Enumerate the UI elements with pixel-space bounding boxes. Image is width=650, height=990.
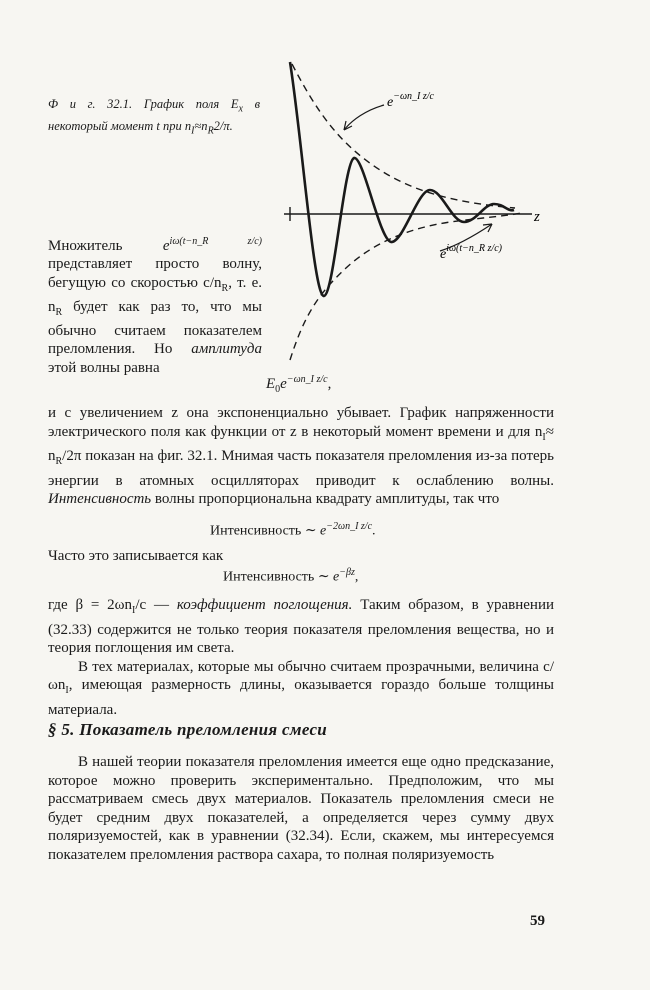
page-number: 59: [530, 913, 545, 929]
z-axis-label: z: [534, 209, 540, 225]
damped-wave-figure: [270, 58, 570, 368]
upper-envelope-curve: [292, 64, 515, 208]
wrap-paragraph: Множитель $e^{i\omega(t-n\_R z/c)}$ представляет просто волну, бегущую со скоростью $c/n_R$, т. е. $n_R$ будет как раз то, что мы обычно считаем показателем преломления. Но амплитуда этой волны равна: [48, 236, 262, 376]
paragraph-mixture: В нашей теории показателя преломления имеется еще одно предсказание, которое можно проверить экспериментально. Предположим, что мы рассматриваем смесь двух материалов. Показатель преломления смеси не будет средним двух показателей, а определяется через сумму двух поляризуемостей, как в уравнении (32.34). Если, скажем, мы интересуемся показателем преломления раствора сахара, то полная поляризуемость: [48, 754, 554, 863]
section-heading: § 5. Показатель преломления смеси: [48, 720, 328, 739]
line-often-written: Часто это записывается как: [48, 548, 224, 564]
wave-label: $e^{i\omega(t-n\_R z/c)}$: [440, 243, 502, 262]
intensity-formula-2: Интенсивность ∼ $e^{-\beta z}$,: [223, 567, 359, 585]
intensity-formula-1: Интенсивность ∼ $e^{-2\omega n\_I z/c}$.: [210, 521, 376, 539]
paragraph-field-graph: и с увеличением z она экспоненциально убывает. График напряженности электрического поля как функции от z в некоторый момент времени и для $n_I\approx n_R/2\pi$ показан на фиг. 32.1. Мнимая часть показателя преломления из-за потерь энергии в атомных осцилляторах приводит к ослаблению волны. Интенсивность волны пропорциональна квадрату амплитуды, так что: [48, 405, 554, 508]
paragraph-absorption: где $\beta = 2\omega n_I/c$ — коэффициент поглощения. Таким образом, в уравнении (32.33) содержится не только теория показателя преломления вещества, но и теория поглощения им света. В тех материалах, которые мы обычно считаем прозрачными, величина $c/\omega n_I$, имеющая размерность длины, оказывается гораздо больше толщины материала.: [48, 597, 555, 718]
envelope-label-arrow: [344, 105, 384, 130]
envelope-label: $e^{-\omega n\_I z/c}$: [387, 91, 434, 110]
lower-envelope-curve: [290, 213, 522, 360]
figure-caption: Ф и г. 32.1. График поля $E_x$ в некоторый момент t при $n_I\approx n_R2/\pi$.: [48, 97, 261, 136]
caption-label: Ф и г. 32.1.: [48, 97, 133, 111]
amplitude-formula: $E_0e^{-\omega n\_I z/c}$,: [266, 374, 332, 395]
